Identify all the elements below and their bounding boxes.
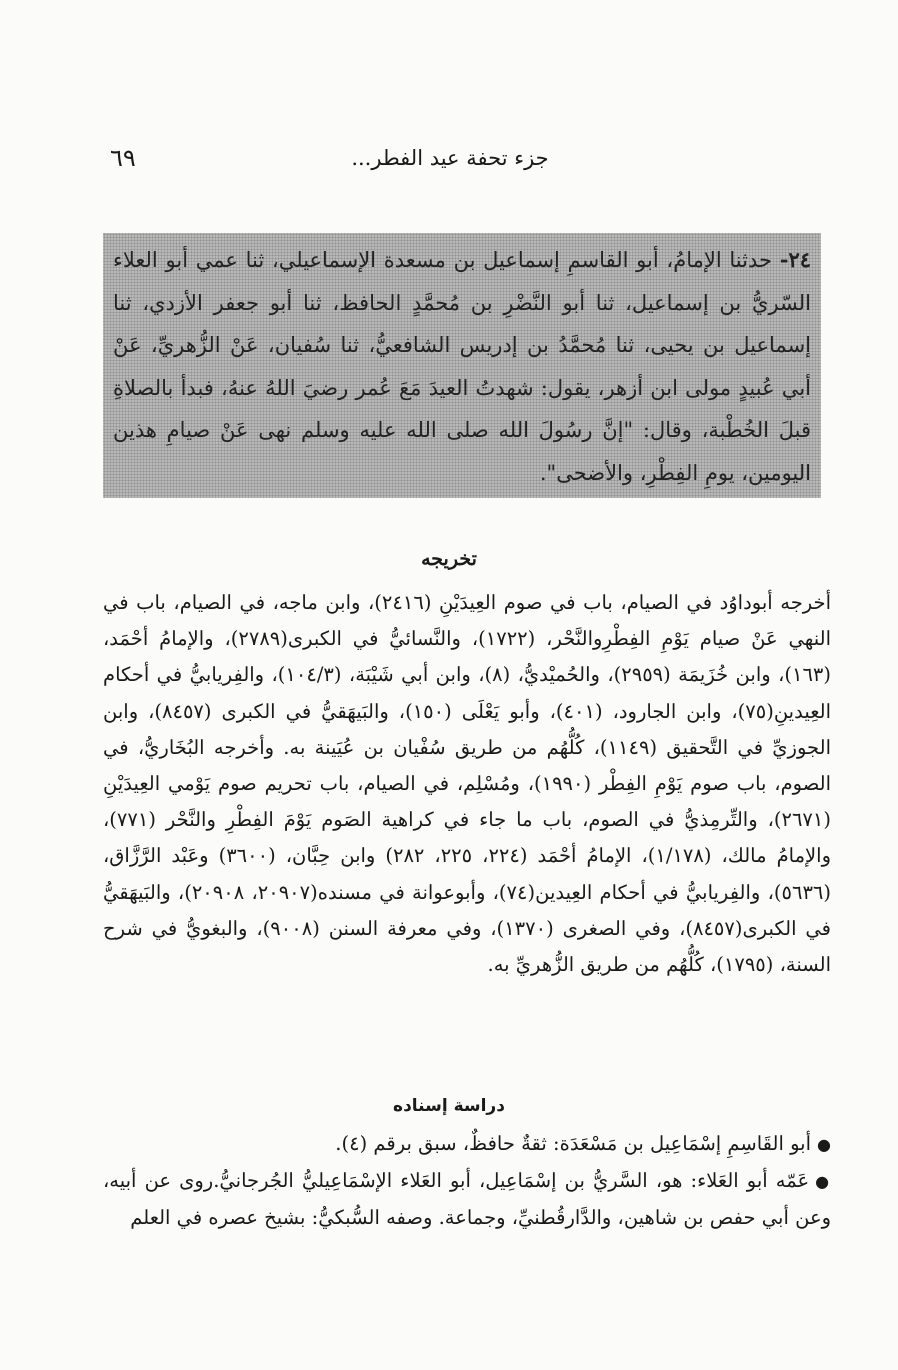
isnad-list [103, 1126, 831, 1236]
hadith-text: حدثنا الإمامُ، أبو القاسمِ إسماعيل بن مسعدة الإسماعيلي، ثنا عمي أبو العلاء السّريُّ بن إسماعيل، ثنا أبو النَّضْرِ بن مُحمَّدٍ الحافظ، ثنا أبو جعفر الأزدي، ثنا إسماعيل بن يحيى، ثنا مُحمَّدُ بن إدريس الشافعيُّ، ثنا سُفيان، عَنْ الزُّهريِّ، عَنْ أبي عُبيدٍ مولى ابن أزهر، يقول: شهدتُ العيدَ مَعَ عُمر رضيَ اللهُ عنهُ، فبدأ بالصلاةِ قبلَ الخُطْبة، وقال: "إنَّ رسُولَ الله صلى الله عليه وسلم نهى عَنْ صيامِ هذين اليومين، يومِ الفِطْرِ، والأضحى". [113, 248, 811, 485]
isnad-item-text: عَمّه أبو العَلاء: هو، السَّريُّ بن إسْمَاعِيل، أبو العَلاء الإسْمَاعِيليُّ الجُرجانيُّ.روى عن أبيه، وعن أبي حفص بن شاهين، والدَّارقُطنيِّ، وجماعة. وصفه السُّبكيُّ: بشيخ عصره في العلم [103, 1169, 831, 1229]
takhrij-paragraph: أخرجه أبوداوُد في الصيام، باب في صوم العِيدَيْنِ (٢٤١٦)، وابن ماجه، في الصيام، باب في النهي عَنْ صيام يَوْمِ الفِطْرِوالنَّحْر، (١٧٢٢)، والنَّسائيُّ في الكبرى(٢٧٨٩)، والإمامُ أحْمَد، (١٦٣)، وابن خُزَيمَة (٢٩٥٩)، والحُميْديُّ، (٨)، وابن أبي شَيْبَة، (١٠٤/٣)، والفِريابيُّ في أحكام العِيدينِ(٧٥)، وابن الجارود، (٤٠١)، وأبو يَعْلَى (١٥٠)، والبَيهَقيُّ في الكبرى (٨٤٥٧)، وابن الجوزيِّ في التَّحقيق (١١٤٩)، كُلُّهُم من طريق سُفْيان بن عُيَينة به. وأخرجه البُخَاريُّ، في الصوم، باب صوم يَوْمِ الفِطْر (١٩٩٠)، ومُسْلِم، في الصيام، باب تحريم صوم يَوْمي العِيدَيْنِ (٢٦٧١)، والتِّرمِذيُّ في الصوم، باب ما جاء في كراهية الصَوم يَوْمَ الفِطْرِ والنَّحْر (٧٧١)، والإمامُ مالك، (١/١٧٨)، الإمامُ أحْمَد (٢٢٤، ٢٢٥، ٢٨٢) وابن حِبَّان، (٣٦٠٠) وعَبْد الرَّزَّاق، (٥٦٣٦)، والفِريابيُّ في أحكام العِيدين(٧٤)، وأبوعوانة في مسنده(٢٠٩٠٧، ٢٠٩٠٨)، والبَيهَقيُّ في الكبرى(٨٤٥٧)، وفي الصغرى (١٣٧٠)، وفي معرفة السنن (٩٠٠٨)، والبغويُّ في شرح السنة، (١٧٩٥)، كُلُّهُم من طريق الزُّهريِّ به. [103, 591, 832, 977]
takhrij-heading: تخريجه [421, 548, 477, 570]
isnad-item-text: أبو القَاسِمِ إسْمَاعِيل بن مَسْعَدَة: ثقةٌ حافظٌ، سبق برقم (٤). [335, 1132, 812, 1155]
hadith-text-block [113, 239, 811, 494]
running-title: جزء تحفة عيد الفطر... [351, 146, 549, 170]
bullet-icon: ● [815, 1172, 832, 1191]
isnad-item [103, 1163, 831, 1236]
isnad-heading: دراسة إسناده [393, 1096, 505, 1116]
bullet-icon: ● [817, 1135, 831, 1154]
page-number: ٦٩ [110, 144, 136, 172]
hadith-number: ٢٤- [779, 247, 811, 272]
hadith-shaded-box [103, 233, 821, 498]
isnad-item [103, 1126, 831, 1163]
